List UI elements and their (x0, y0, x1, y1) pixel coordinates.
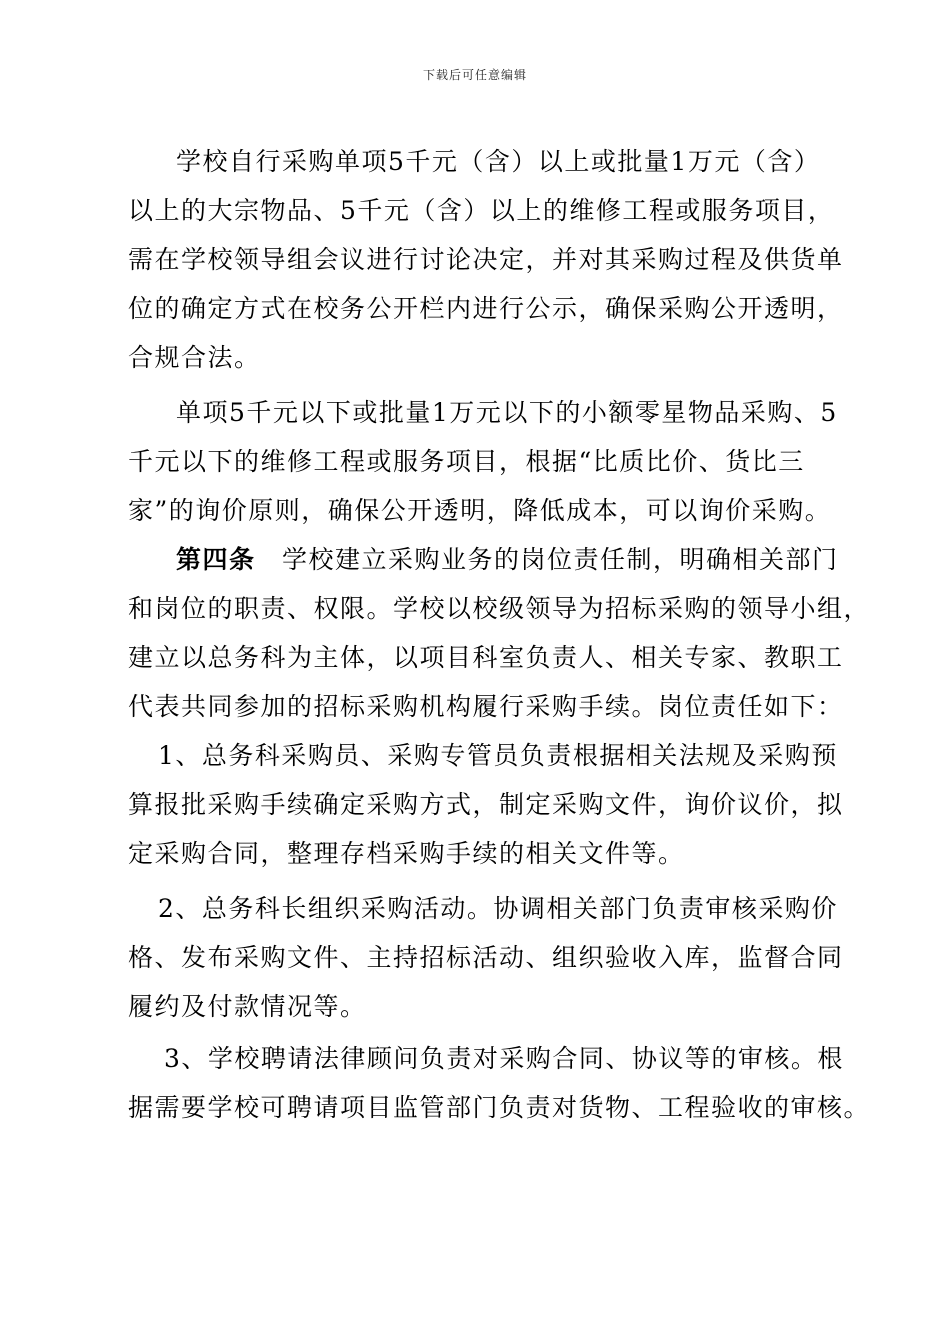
list-item-line: 3、学校聘请法律顾问负责对采购合同、协议等的审核。根 (164, 1044, 844, 1073)
paragraph-line: 定采购合同，整理存档采购手续的相关文件等。 (128, 839, 685, 868)
paragraph-line: 单项5千元以下或批量1万元以下的小额零星物品采购、5 (176, 398, 838, 427)
article-number: 第四条 (176, 545, 256, 574)
paragraph-line: 代表共同参加的招标采购机构履行采购手续。岗位责任如下： (128, 692, 844, 721)
paragraph-line: 格、发布采购文件、主持招标活动、组织验收入库，监督合同 (128, 943, 844, 972)
paragraph-line: 需在学校领导组会议进行讨论决定，并对其采购过程及供货单 (128, 245, 844, 274)
paragraph-line: 家”的询价原则，确保公开透明，降低成本，可以询价采购。 (128, 496, 832, 525)
list-item-line: 1、总务科采购员、采购专管员负责根据相关法规及采购预 (158, 741, 838, 770)
paragraph-line: 据需要学校可聘请项目监管部门负责对货物、工程验收的审核。 (128, 1093, 871, 1122)
paragraph-line: 学校自行采购单项5千元（含）以上或批量1万元（含） (176, 147, 821, 176)
paragraph-line: 合规合法。 (128, 343, 261, 372)
list-item-line: 2、总务科长组织采购活动。协调相关部门负责审核采购价 (158, 894, 838, 923)
paragraph-line: 千元以下的维修工程或服务项目，根据“比质比价、货比三 (128, 447, 805, 476)
paragraph-line: 以上的大宗物品、5千元（含）以上的维修工程或服务项目， (128, 196, 835, 225)
page-header: 下载后可任意编辑 (422, 68, 527, 82)
paragraph-line: 和岗位的职责、权限。学校以校级领导为招标采购的领导小组， (128, 594, 871, 623)
paragraph-line: 建立以总务科为主体，以项目科室负责人、相关专家、教职工 (128, 643, 844, 672)
paragraph-line: 履约及付款情况等。 (128, 992, 367, 1021)
paragraph-line: 位的确定方式在校务公开栏内进行公示，确保采购公开透明， (128, 294, 844, 323)
article-heading-line: 第四条 学校建立采购业务的岗位责任制，明确相关部门 (176, 545, 839, 574)
paragraph-line: 算报批采购手续确定采购方式，制定采购文件，询价议价，拟 (128, 790, 844, 819)
